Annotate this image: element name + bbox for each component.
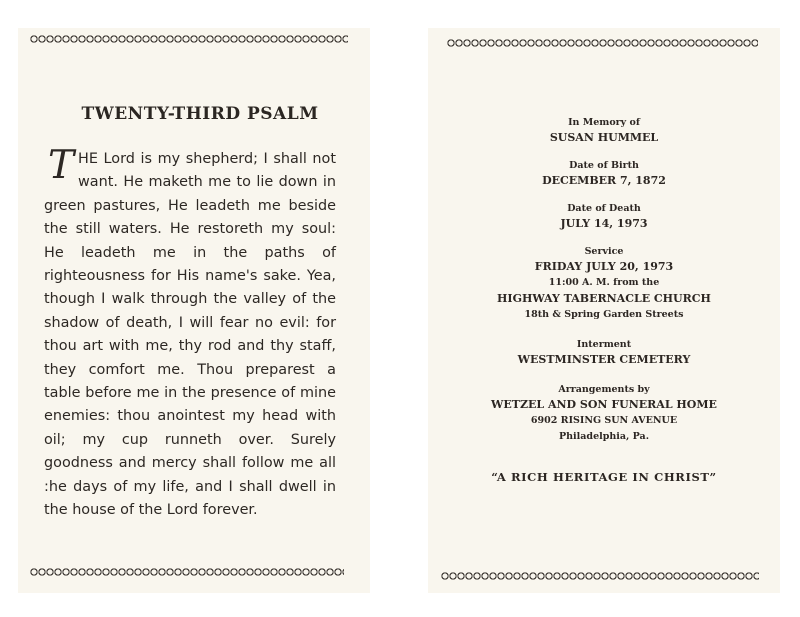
ornamental-border-bottom-right (441, 570, 759, 582)
interment-label: Interment (576, 339, 632, 350)
birth-label: Date of Birth (569, 160, 639, 171)
service-label: Service (584, 246, 624, 257)
cemetery-name: WESTMINSTER CEMETERY (517, 353, 691, 366)
service-place: HIGHWAY TABERNACLE CHURCH (497, 292, 711, 305)
death-date: JULY 14, 1973 (560, 217, 648, 230)
memorial-details (446, 116, 762, 485)
service-address: 18th & Spring Garden Streets (524, 309, 684, 320)
memorial-motto: “A RICH HERITAGE IN CHRIST” (491, 470, 717, 484)
ornamental-border-top-right (447, 37, 758, 49)
psalm-body-text: HE Lord is my shepherd; I shall not want. He maketh me to lie down in green pastures, He leadeth me beside the still waters. He restoreth my soul: He leadeth me in the paths of righteousness for His name's sake. Yea, though I walk through the valley of the shadow of death, I will fear no evil: for thou art with me, thy rod and thy staff, they comfort me. Thou preparest a table before me in the presence of mine enemies: thou anointest my head with oil; my cup runneth over. Surely goodness and mercy shall follow me all :he days of my life, and I shall dwell in the house of the Lord forever. (44, 151, 336, 519)
ornamental-border-top-left (30, 33, 348, 45)
funeral-home-city: Philadelphia, Pa. (559, 431, 649, 442)
memory-label: In Memory of (568, 117, 640, 128)
service-time: 11:00 A. M. from the (548, 277, 660, 288)
deceased-name: SUSAN HUMMEL (549, 131, 659, 144)
drop-cap: T (48, 143, 75, 188)
funeral-home-name: WETZEL AND SON FUNERAL HOME (491, 398, 717, 411)
arrangements-label: Arrangements by (558, 384, 650, 395)
psalm-title: TWENTY-THIRD PSALM (81, 104, 319, 124)
service-date: FRIDAY JULY 20, 1973 (534, 260, 674, 273)
death-label: Date of Death (567, 203, 641, 214)
funeral-home-address: 6902 RISING SUN AVENUE (530, 415, 678, 426)
ornamental-border-bottom-left (30, 566, 344, 578)
psalm-text (44, 143, 336, 523)
birth-date: DECEMBER 7, 1872 (542, 174, 666, 187)
